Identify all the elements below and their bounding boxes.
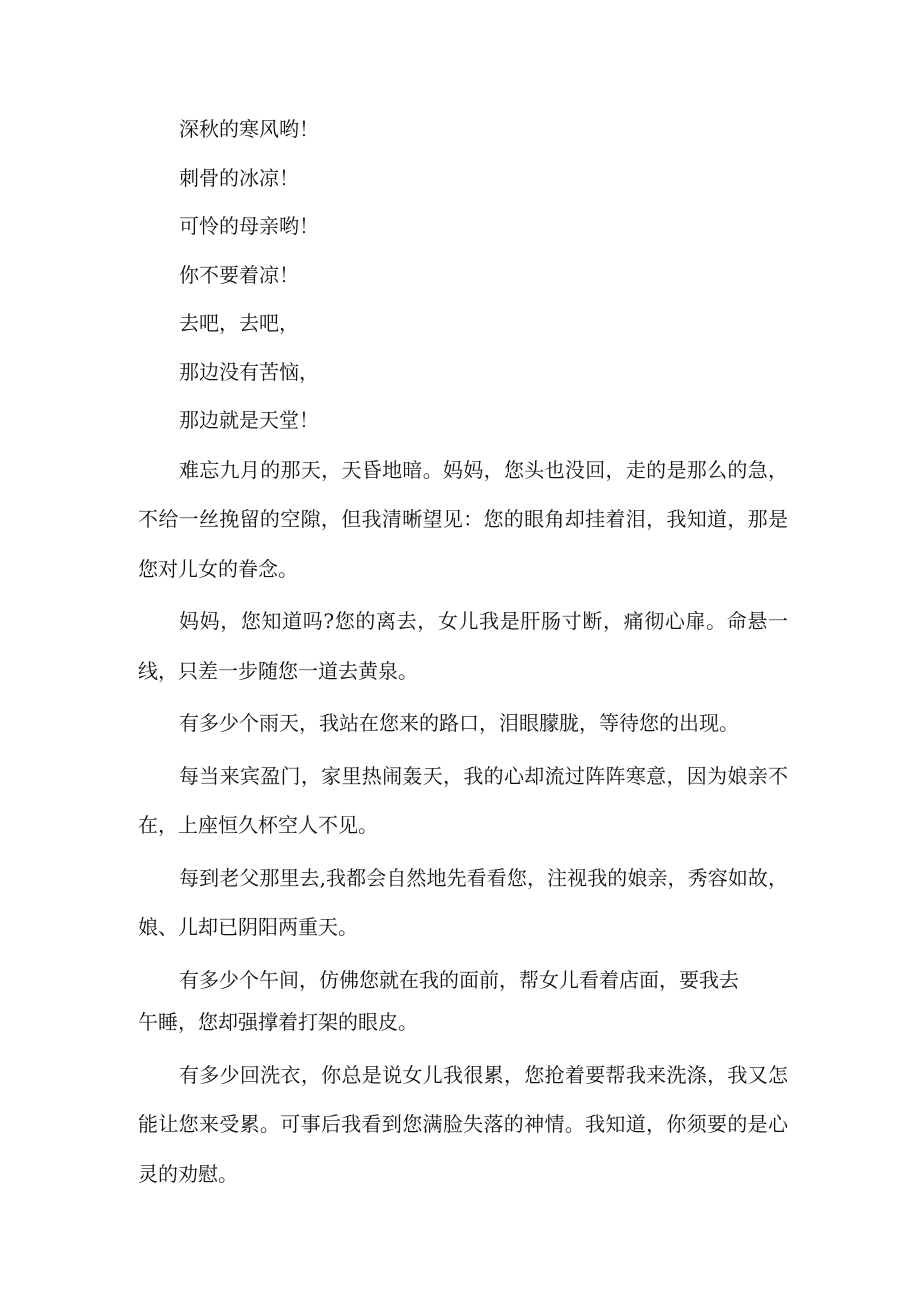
document-body bbox=[138, 112, 788, 1209]
verse-line: 可怜的母亲哟！ bbox=[179, 214, 319, 238]
body-paragraph: 每到老父那里去,我都会自然地先看看您，注视我的娘亲，秀容如故，娘、儿却已阴阳两重天。 bbox=[138, 865, 788, 939]
verse-line: 那边没有苦恼， bbox=[179, 359, 319, 384]
body-paragraph: 难忘九月的那天，天昏地暗。妈妈，您头也没回，走的是那么的急，不给一丝挽留的空隙，但我清晰望见：您的眼角却挂着泪，我知道，那是您对儿女的眷念。 bbox=[138, 457, 788, 581]
verse-line: 你不要着凉！ bbox=[179, 262, 299, 287]
verse-line: 那边就是天堂！ bbox=[179, 408, 319, 432]
body-paragraph: 有多少个午间，仿佛您就在我的面前，帮女儿看着店面，要我去 bbox=[179, 967, 739, 992]
verse-line: 刺骨的冰凉！ bbox=[179, 165, 299, 190]
body-paragraph: 有多少个雨天，我站在您来的路口，泪眼朦胧，等待您的出现。 bbox=[179, 711, 739, 735]
body-paragraph-continuation: 午睡，您却强撑着打架的眼皮。 bbox=[138, 1010, 418, 1034]
verse-line: 去吧，去吧， bbox=[179, 311, 299, 335]
body-paragraph: 妈妈，您知道吗?您的离去，女儿我是肝肠寸断，痛彻心扉。命悬一线，只差一步随您一道去黄泉。 bbox=[138, 609, 788, 683]
body-paragraph: 每当来宾盈门，家里热闹轰天，我的心却流过阵阵寒意，因为娘亲不在，上座恒久杯空人不见。 bbox=[138, 763, 788, 837]
verse-line: 深秋的寒风哟！ bbox=[179, 117, 319, 141]
body-paragraph: 有多少回洗衣，你总是说女儿我很累，您抢着要帮我来洗涤，我又怎能让您来受累。可事后我看到您满脸失落的神情。我知道，你须要的是心灵的劝慰。 bbox=[138, 1062, 788, 1186]
